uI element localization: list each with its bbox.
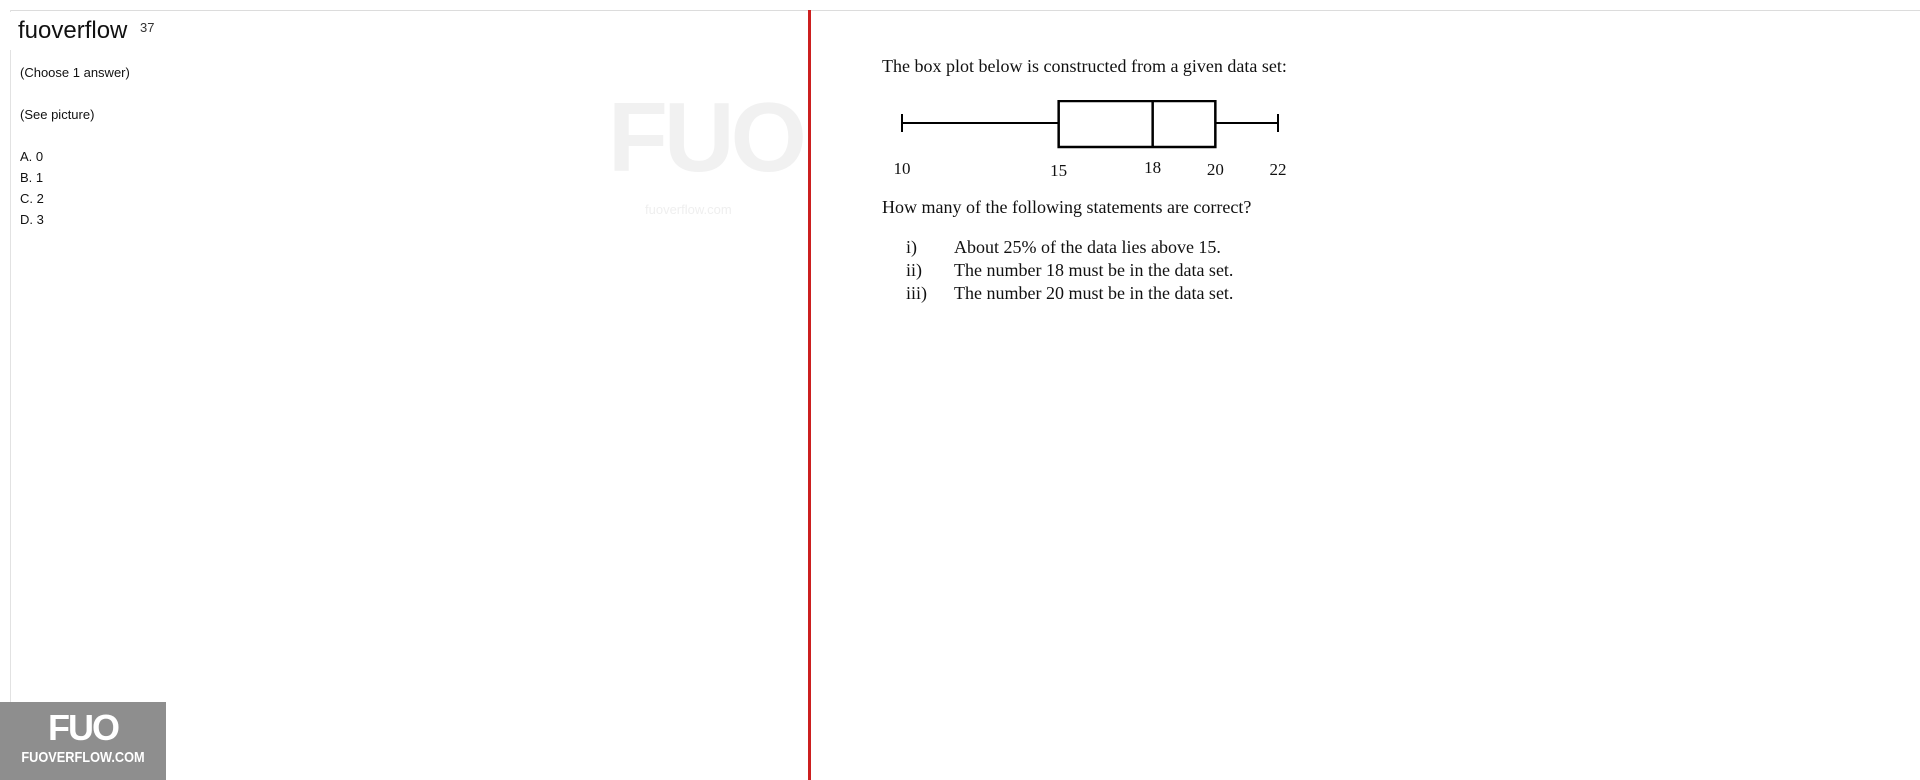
statement-number: iii)	[906, 283, 927, 303]
top-divider	[10, 10, 1920, 11]
statement-number: ii)	[906, 260, 922, 280]
answer-option-c[interactable]: C. 2	[20, 191, 44, 206]
statement-number: i)	[906, 237, 917, 257]
statement-2	[906, 259, 1233, 282]
box-plot-tick-label: 18	[1144, 158, 1162, 177]
brand-logo: fuoverflow	[0, 12, 141, 50]
logo-mark: FUO	[48, 707, 118, 748]
statement-text: About 25% of the data lies above 15.	[954, 237, 1221, 257]
answer-option-d[interactable]: D. 3	[20, 212, 44, 227]
answer-options	[20, 146, 130, 230]
statement-text: The number 18 must be in the data set.	[954, 260, 1234, 280]
box-plot-box	[1059, 101, 1216, 147]
box-plot-tick-label: 15	[1050, 161, 1068, 180]
pane-divider[interactable]	[808, 10, 811, 780]
statement-1	[906, 236, 1233, 259]
statement-list	[906, 236, 1233, 305]
question-intro: The box plot below is constructed from a given data set:	[882, 56, 1287, 76]
question-prompt: How many of the following statements are correct?	[882, 197, 1252, 217]
statement-3	[906, 282, 1233, 305]
fuoverflow-logo-badge	[0, 702, 166, 780]
question-id: 37	[140, 20, 155, 35]
answer-instruction: (Choose 1 answer)	[20, 65, 130, 80]
box-plot	[882, 100, 1302, 192]
watermark-mark: FUO	[608, 82, 803, 192]
left-border	[10, 10, 11, 780]
statement-text: The number 20 must be in the data set.	[954, 283, 1234, 303]
answer-option-b[interactable]: B. 1	[20, 170, 44, 185]
answer-option-a[interactable]: A. 0	[20, 149, 44, 164]
box-plot-tick-label: 20	[1206, 160, 1224, 179]
answer-panel	[20, 62, 130, 230]
logo-text: FUOVERFLOW.COM	[21, 749, 145, 766]
box-plot-tick-label: 22	[1269, 160, 1287, 179]
see-picture-note: (See picture)	[20, 107, 95, 122]
box-plot-tick-label: 10	[893, 159, 911, 178]
watermark-url: fuoverflow.com	[645, 202, 732, 217]
box-plot-tick-labels	[894, 158, 1287, 180]
